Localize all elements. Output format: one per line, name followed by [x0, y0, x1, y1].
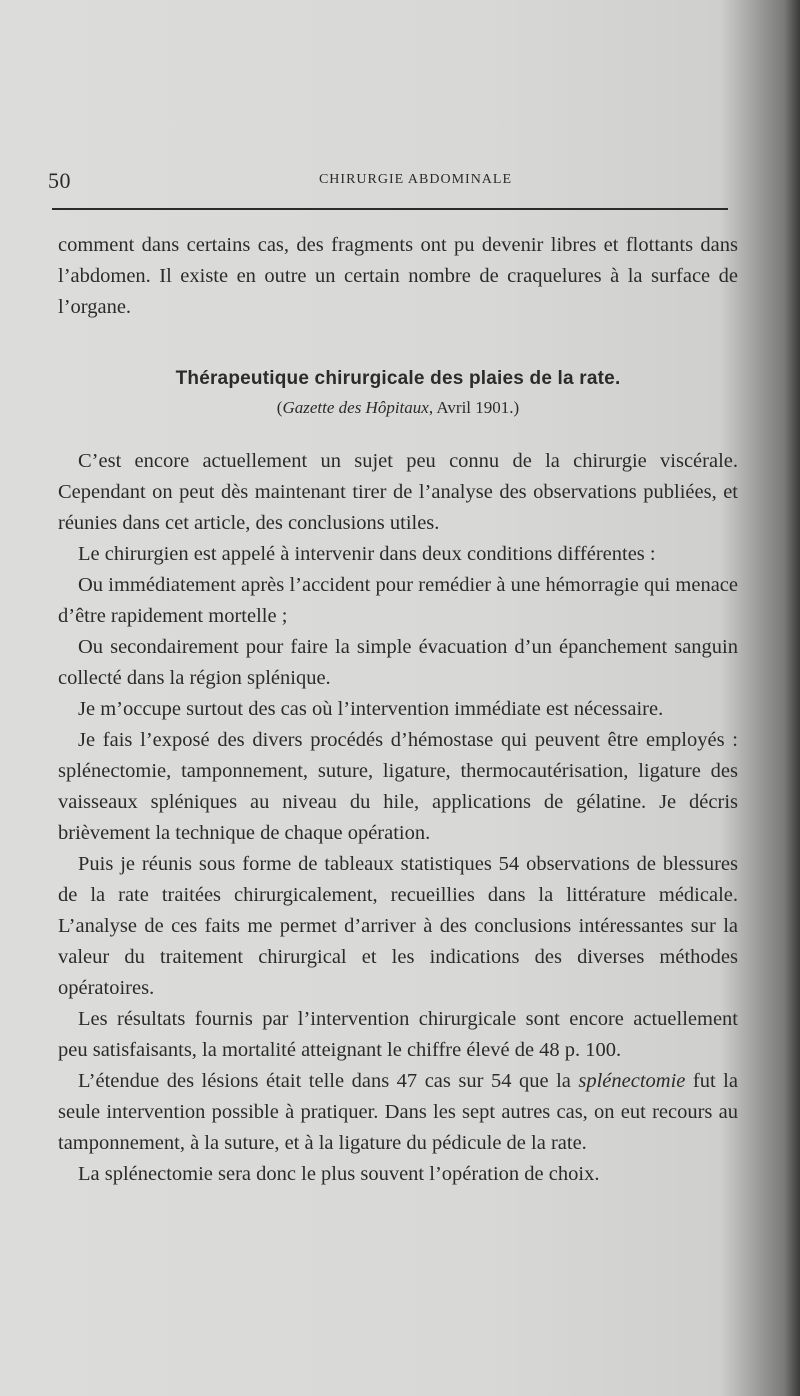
article-body: [58, 446, 738, 1190]
paragraph: Le chirurgien est appelé à intervenir dans deux conditions différentes :: [78, 543, 656, 565]
source-date: , Avril 1901.): [428, 398, 520, 417]
emphasis: splénectomie: [578, 1070, 686, 1092]
text-run: L’étendue des lésions était telle dans 47 cas sur 54 que la: [78, 1070, 579, 1092]
header-rule: [52, 208, 728, 210]
paragraph: Les résultats fournis par l’intervention chirurgicale sont encore actuellement peu satisfaisants, la mortalité atteignant le chiffre élevé de 48 p. 100.: [58, 1008, 738, 1061]
paragraph: Ou secondairement pour faire la simple évacuation d’un épanchement sanguin collecté dans la région splénique.: [58, 636, 738, 689]
running-head: CHIRURGIE ABDOMINALE: [318, 172, 513, 187]
section-source: [58, 398, 738, 418]
continued-text: [58, 230, 738, 323]
source-prefix: (: [276, 398, 283, 417]
paragraph: [58, 1066, 738, 1159]
section-title: Thérapeutique chirurgicale des plaies de la rate.: [175, 368, 621, 389]
paragraph: La splénectomie sera donc le plus souvent l’opération de choix.: [78, 1163, 600, 1185]
paragraph: Ou immédiatement après l’accident pour remédier à une hémorragie qui menace d’être rapidement mortelle ;: [58, 574, 738, 627]
paragraph: C’est encore actuellement un sujet peu connu de la chirurgie viscérale. Cependant on peut dès maintenant tirer de l’analyse des observations publiées, et réunies dans cet article, des conclusions utiles.: [58, 450, 738, 534]
text-run: fut la seule intervention possible à pratiquer. Dans les sept autres cas, on eut recours au tamponnement, à la suture, et à la ligature du pédicule de la rate.: [58, 1070, 738, 1154]
page-number: 50: [48, 168, 71, 193]
paragraph: Je fais l’exposé des divers procédés d’hémostase qui peuvent être employés : splénectomie, tamponnement, suture, ligature, thermocautérisation, ligature des vaisseaux spléniques au niveau du hile, applications de gélatine. Je décris brièvement la technique de chaque opération.: [58, 729, 738, 844]
paragraph: comment dans certains cas, des fragments ont pu devenir libres et flottants dans l’abdomen. Il existe en outre un certain nombre de craquelures à la surface de l’organe.: [58, 234, 738, 318]
page-header: [48, 162, 728, 202]
paragraph: Puis je réunis sous forme de tableaux statistiques 54 observations de blessures de la rate traitées chirurgicalement, recueillies dans la littérature médicale. L’analyse de ces faits me permet d’arriver à des conclusions intéressantes sur la valeur du traitement chirurgical et les indications des diverses méthodes opératoires.: [58, 853, 738, 999]
paragraph: Je m’occupe surtout des cas où l’intervention immédiate est nécessaire.: [78, 698, 664, 720]
source-journal: Gazette des Hôpitaux: [282, 398, 429, 417]
